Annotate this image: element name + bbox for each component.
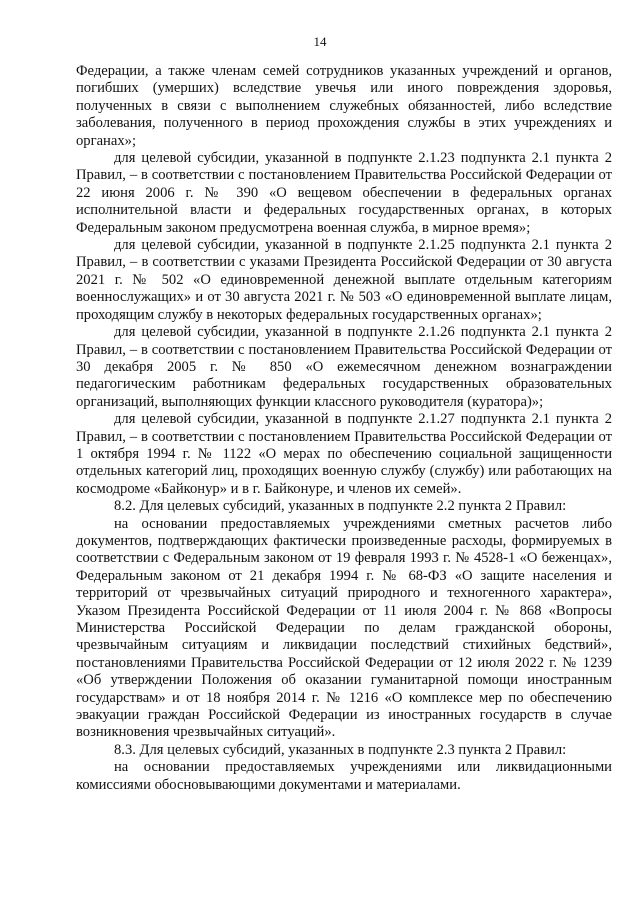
page-number: 14 bbox=[313, 34, 327, 49]
paragraph-subsidy-2-1-26: для целевой субсидии, указанной в подпункте 2.1.26 подпункта 2.1 пункта 2 Правил, – в соответствии с постановлением Правительства Российской Федерации от 30 декабря 2005 г. № 850 «О ежемесячном денежном вознаграждении педагогическим работникам федеральных государственных образовательных организаций, выполняющих функции классного руководителя (куратора)»; bbox=[76, 324, 612, 410]
paragraph-subsidy-2-1-23: для целевой субсидии, указанной в подпункте 2.1.23 подпункта 2.1 пункта 2 Правил, – в соответствии с постановлением Правительства Российской Федерации от 22 июня 2006 г. № 390 «О вещевом обеспечении в федеральных органах исполнительной власти и федеральных государственных органах, в которых Федеральным законом предусмотрена военная служба, в мирное время»; bbox=[76, 150, 612, 236]
paragraph-section-8-3-basis: на основании предоставляемых учреждениями или ликвидационными комиссиями обосновывающими документами и материалами. bbox=[76, 759, 612, 793]
section-8-3-heading: 8.3. Для целевых субсидий, указанных в подпункте 2.3 пункта 2 Правил: bbox=[114, 741, 567, 758]
paragraph-subsidy-2-1-25: для целевой субсидии, указанной в подпункте 2.1.25 подпункта 2.1 пункта 2 Правил, – в соответствии с указами Президента Российской Федерации от 30 августа 2021 г. № 502 «О единовременной денежной выплате отдельным категориям военнослужащих» и от 30 августа 2021 г. № 503 «О единовременной выплате лицам, проходящим службу в некоторых федеральных государственных органах»; bbox=[76, 237, 612, 323]
section-8-2-heading: 8.2. Для целевых субсидий, указанных в подпункте 2.2 пункта 2 Правил: bbox=[114, 498, 567, 515]
paragraph-continuation: Федерации, а также членам семей сотрудников указанных учреждений и органов, погибших (умерших) вследствие увечья или иного повреждения здоровья, полученных в связи с выполнением служебных обязанностей, либо вследствие заболевания, полученного в период прохождения службы в этих учреждениях и органах»; bbox=[76, 63, 612, 149]
document-body bbox=[76, 63, 612, 794]
paragraph-section-8-2-basis: на основании предоставляемых учреждениями сметных расчетов либо документов, подтверждающих фактически произведенные расходы, формируемых в соответствии с Федеральным законом от 19 февраля 1993 г. № 4528-1 «О беженцах», Федеральным законом от 21 декабря 1994 г. № 68-ФЗ «О защите населения и территорий от чрезвычайных ситуаций природного и техногенного характера», Указом Президента Российской Федерации от 11 июля 2004 г. № 868 «Вопросы Министерства Российской Федерации по делам гражданской обороны, чрезвычайным ситуациям и ликвидации последствий стихийных бедствий», постановлениями Правительства Российской Федерации от 12 июля 2022 г. № 1239 «Об утверждении Положения об оказании гуманитарной помощи иностранным государствам» и от 18 ноября 2014 г. № 1216 «О комплексе мер по обеспечению эвакуации граждан Российской Федерации из иностранных государств в случае возникновения чрезвычайных ситуаций». bbox=[76, 515, 612, 741]
paragraph-subsidy-2-1-27: для целевой субсидии, указанной в подпункте 2.1.27 подпункта 2.1 пункта 2 Правил, – в соответствии с постановлением Правительства Российской Федерации от 1 октября 1994 г. № 1122 «О мерах по обеспечению социальной защищенности отдельных категорий лиц, проходящих военную службу (службу) или работающих на космодроме «Байконур» и в г. Байконуре, и членов их семей». bbox=[76, 411, 612, 497]
